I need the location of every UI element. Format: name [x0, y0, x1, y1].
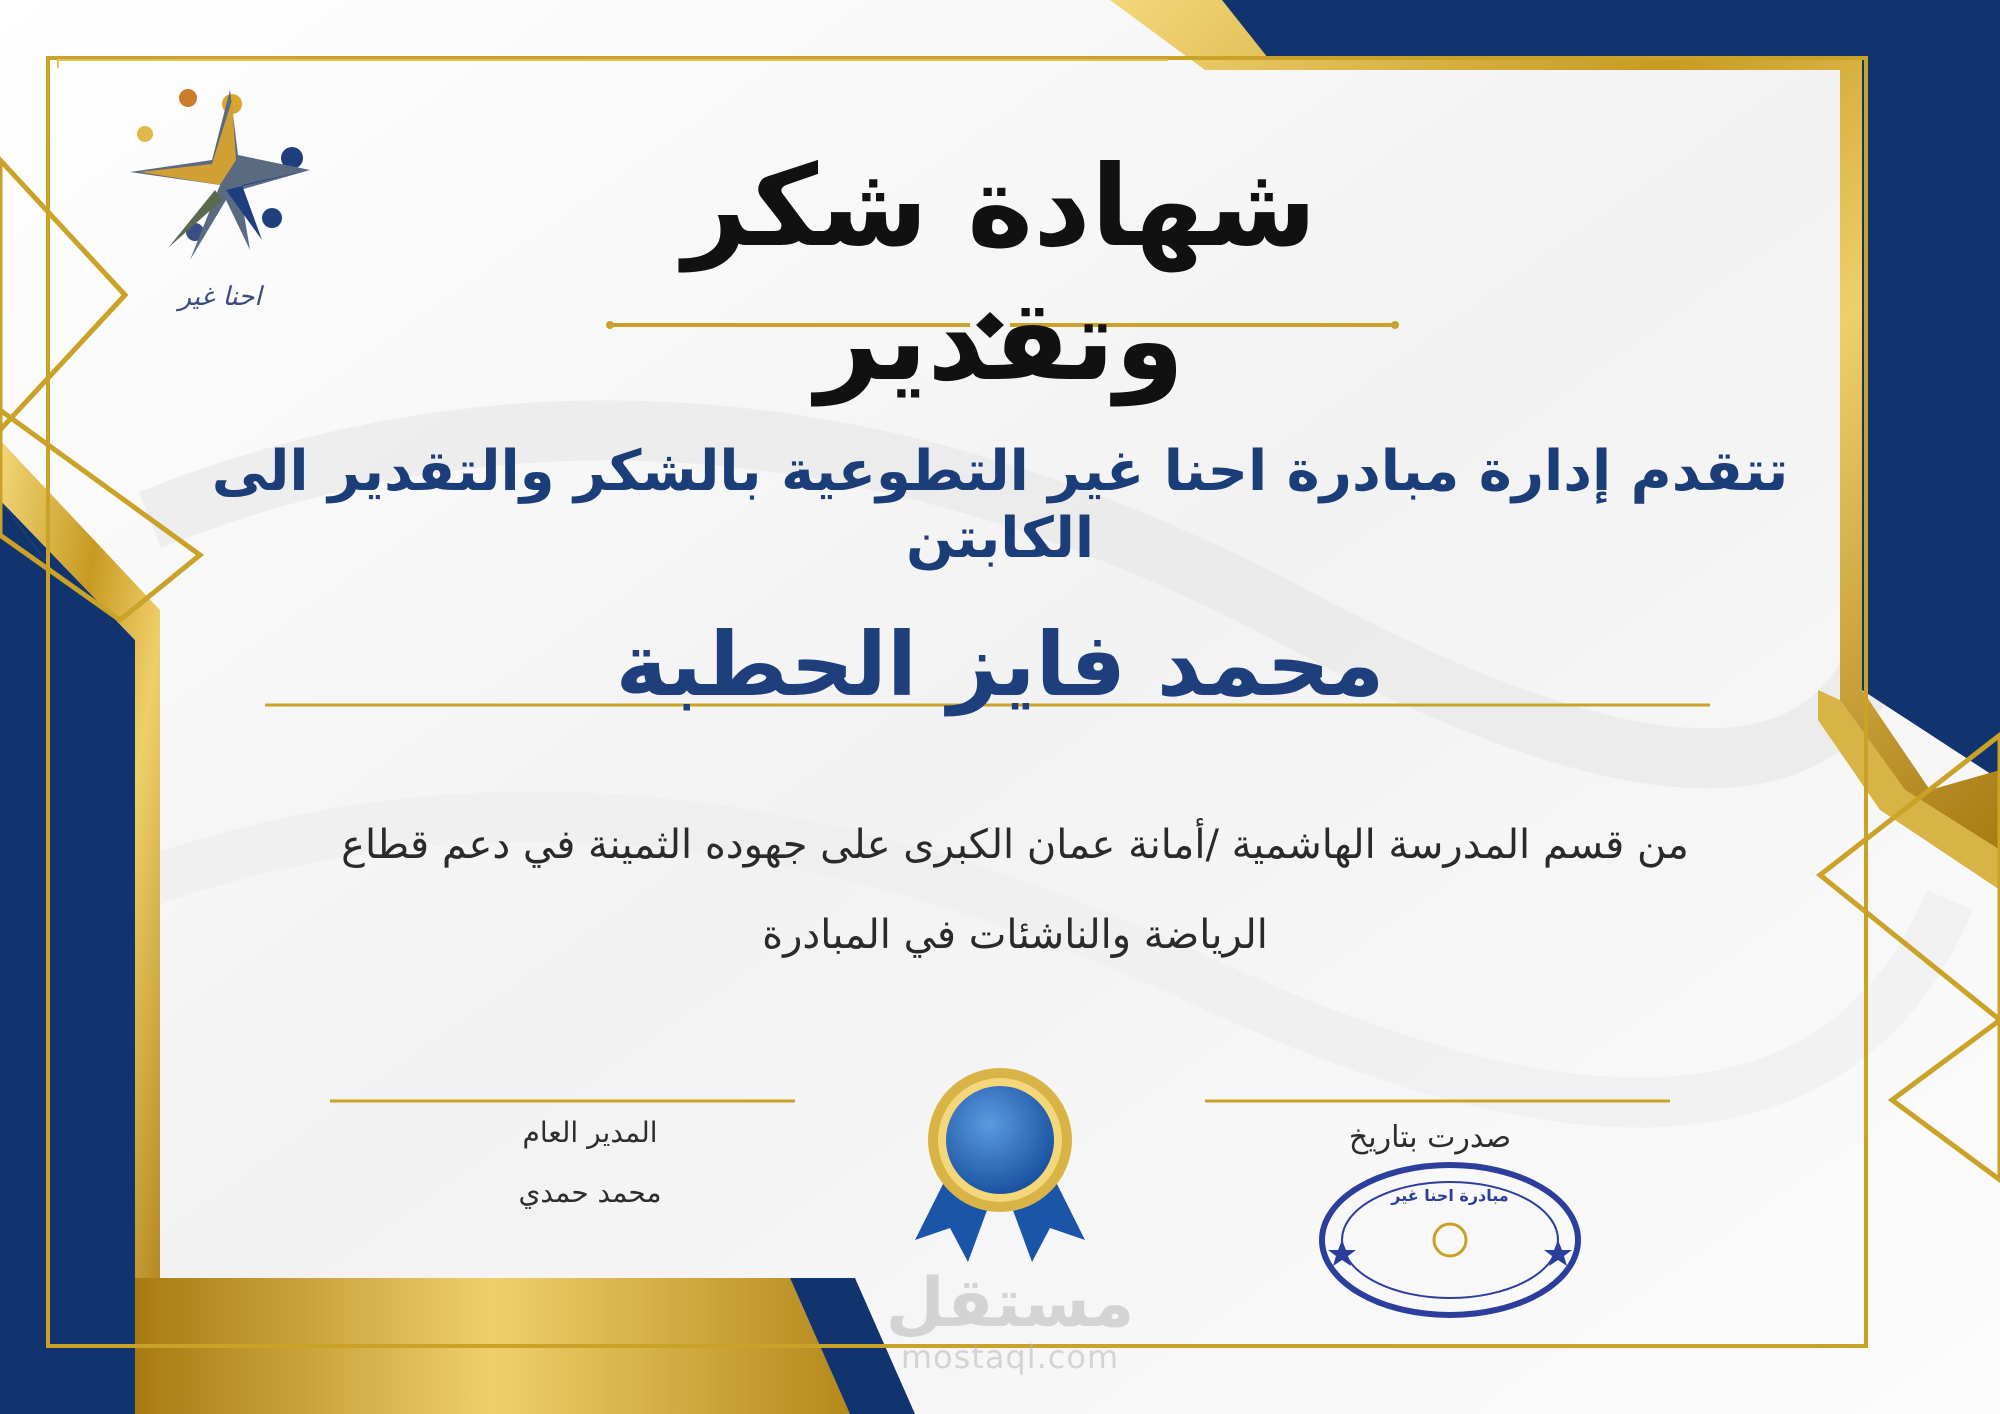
watermark-latin: mostaql.com: [900, 1338, 1120, 1376]
issued-date-label: صدرت بتاريخ: [1348, 1120, 1512, 1155]
certificate-title: شهادة شكر وتقدير: [683, 142, 1317, 407]
body-line-2: الرياضة والناشئات في المبادرة: [762, 912, 1268, 958]
watermark: [860, 1264, 1160, 1376]
watermark-arabic: مستقل: [885, 1264, 1135, 1343]
certificate-intro: تتقدم إدارة مبادرة احنا غير التطوعية بالشكر والتقدير الى الكابتن: [211, 439, 1789, 572]
logo-text: احنا غير: [178, 282, 262, 312]
recipient-name: محمد فايز الحطبة: [615, 613, 1385, 716]
certificate-body: [225, 800, 1805, 980]
body-line-1: من قسم المدرسة الهاشمية /أمانة عمان الكبرى على جهوده الثمينة في دعم قطاع: [341, 822, 1689, 868]
director-name: محمد حمدي: [518, 1176, 662, 1209]
stamp-text: مبادرة احنا غير: [1391, 1186, 1509, 1205]
director-title: المدير العام: [522, 1116, 658, 1149]
